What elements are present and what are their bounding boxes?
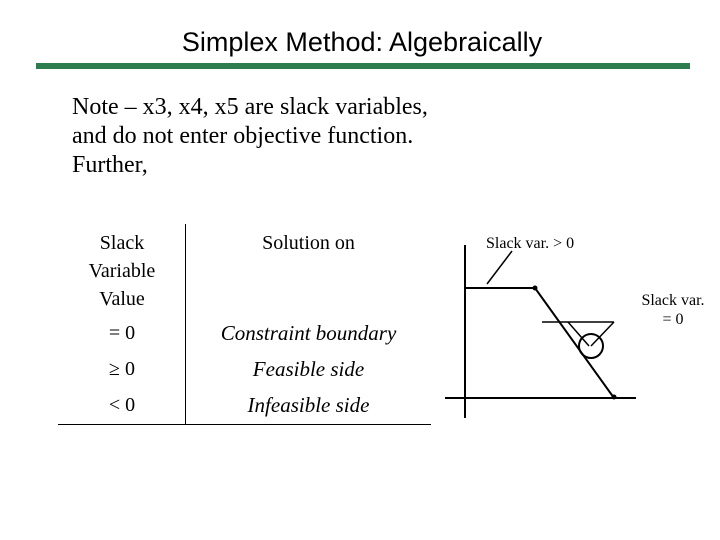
header-solution-on: Solution on bbox=[262, 232, 355, 254]
note-line-2: and do not enter objective function. bbox=[72, 123, 414, 149]
label-slack-positive: Slack var. > 0 bbox=[486, 235, 575, 252]
pointer-positive-slack bbox=[487, 251, 512, 284]
row-value-lt: < 0 bbox=[108, 394, 136, 416]
label-slack-zero bbox=[623, 291, 720, 329]
header-line: Slack bbox=[99, 232, 145, 254]
constraint-boundary-line bbox=[465, 288, 614, 398]
pointer-zero-slack bbox=[568, 322, 589, 346]
row-meaning-feasible: Feasible side bbox=[252, 357, 365, 381]
label-line: Slack var. bbox=[641, 292, 705, 309]
note-line-1: Note – x3, x4, x5 are slack variables, bbox=[72, 94, 428, 120]
note-line-3: Further, bbox=[72, 152, 148, 178]
corner-point bbox=[612, 395, 617, 400]
corner-point bbox=[533, 286, 538, 291]
label-line: = 0 bbox=[662, 311, 684, 328]
header-line: Value bbox=[99, 288, 145, 310]
row-meaning-boundary: Constraint boundary bbox=[220, 321, 397, 345]
row-value-geq: ≥ 0 bbox=[109, 358, 135, 380]
slide-title: Simplex Method: Algebraically bbox=[181, 27, 543, 57]
row-meaning-infeasible: Infeasible side bbox=[247, 393, 370, 417]
row-value-eq: = 0 bbox=[108, 322, 136, 344]
header-line: Variable bbox=[88, 260, 156, 282]
